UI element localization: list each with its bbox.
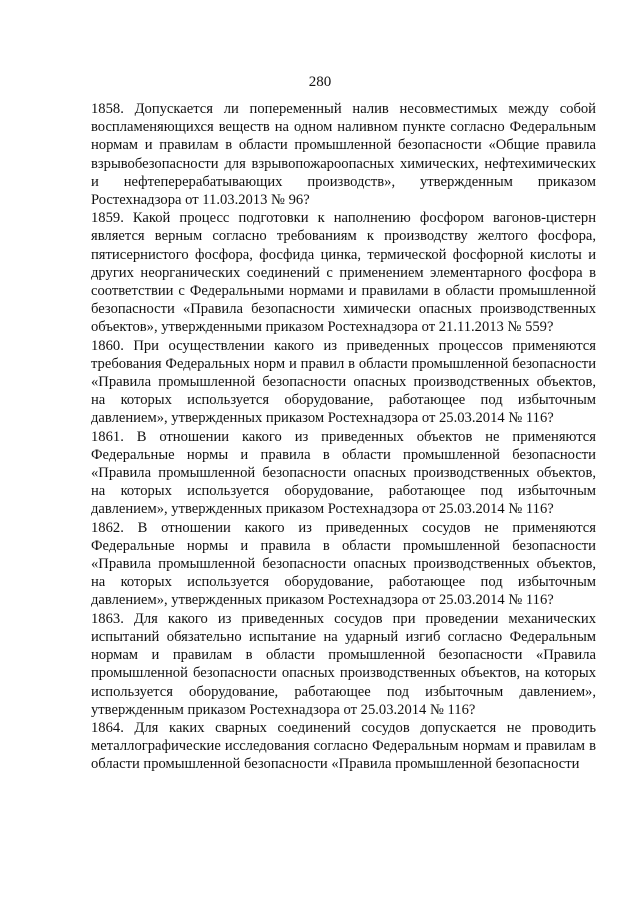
question-1862: 1862. В отношении какого из приведенных сосудов не применяются Федеральные нормы и правила в области промышленной безопасности «Правила промышленной безопасности опасных производственных объектов, на которых используется оборудование, работающее под избыточным давлением», утвержденных приказом Ростехнадзора от 25.03.2014 № 116? (91, 519, 596, 609)
page-number: 280 (308, 74, 332, 90)
document-body (91, 100, 596, 774)
question-1860: 1860. При осуществлении какого из приведенных процессов применяются требования Федеральных норм и правил в области промышленной безопасности «Правила промышленной безопасности опасных производственных объектов, на которых используется оборудование, работающее под избыточным давлением», утвержденных приказом Ростехнадзора от 25.03.2014 № 116? (91, 337, 596, 427)
question-1863: 1863. Для какого из приведенных сосудов при проведении механических испытаний обязательно испытание на ударный изгиб согласно Федеральным нормам и правилам в области промышленной безопасности «Правила промышленной безопасности опасных производственных объектов, на которых используется оборудование, работающее под избыточным давлением», утвержденным приказом Ростехнадзора от 25.03.2014 № 116? (91, 610, 596, 718)
question-1859: 1859. Какой процесс подготовки к наполнению фосфором вагонов-цистерн является верным согласно требованиям к производству желтого фосфора, пятисернистого фосфора, фосфида цинка, термической фосфорной кислоты и других неорганических соединений с применением элементарного фосфора в соответствии с Федеральными нормами и правилами в области промышленной безопасности «Правила безопасности химически опасных производственных объектов», утвержденными приказом Ростехнадзора от 21.11.2013 № 559? (91, 210, 596, 336)
question-1861: 1861. В отношении какого из приведенных объектов не применяются Федеральные нормы и правила в области промышленной безопасности «Правила промышленной безопасности опасных производственных объектов, на которых используется оборудование, работающее под избыточным давлением», утвержденных приказом Ростехнадзора от 25.03.2014 № 116? (91, 428, 596, 518)
question-1864: 1864. Для каких сварных соединений сосудов допускается не проводить металлографические исследования согласно Федеральным нормам и правилам в области промышленной безопасности «Правила промышленной безопасности (91, 719, 596, 773)
question-1858: 1858. Допускается ли попеременный налив несовместимых между собой воспламеняющихся веществ на одном наливном пункте согласно Федеральным нормам и правилам в области промышленной безопасности «Общие правила взрывобезопасности для взрывопожароопасных химических, нефтехимических и нефтеперерабатывающих производств», утвержденным приказом Ростехнадзора от 11.03.2013 № 96? (91, 101, 596, 209)
